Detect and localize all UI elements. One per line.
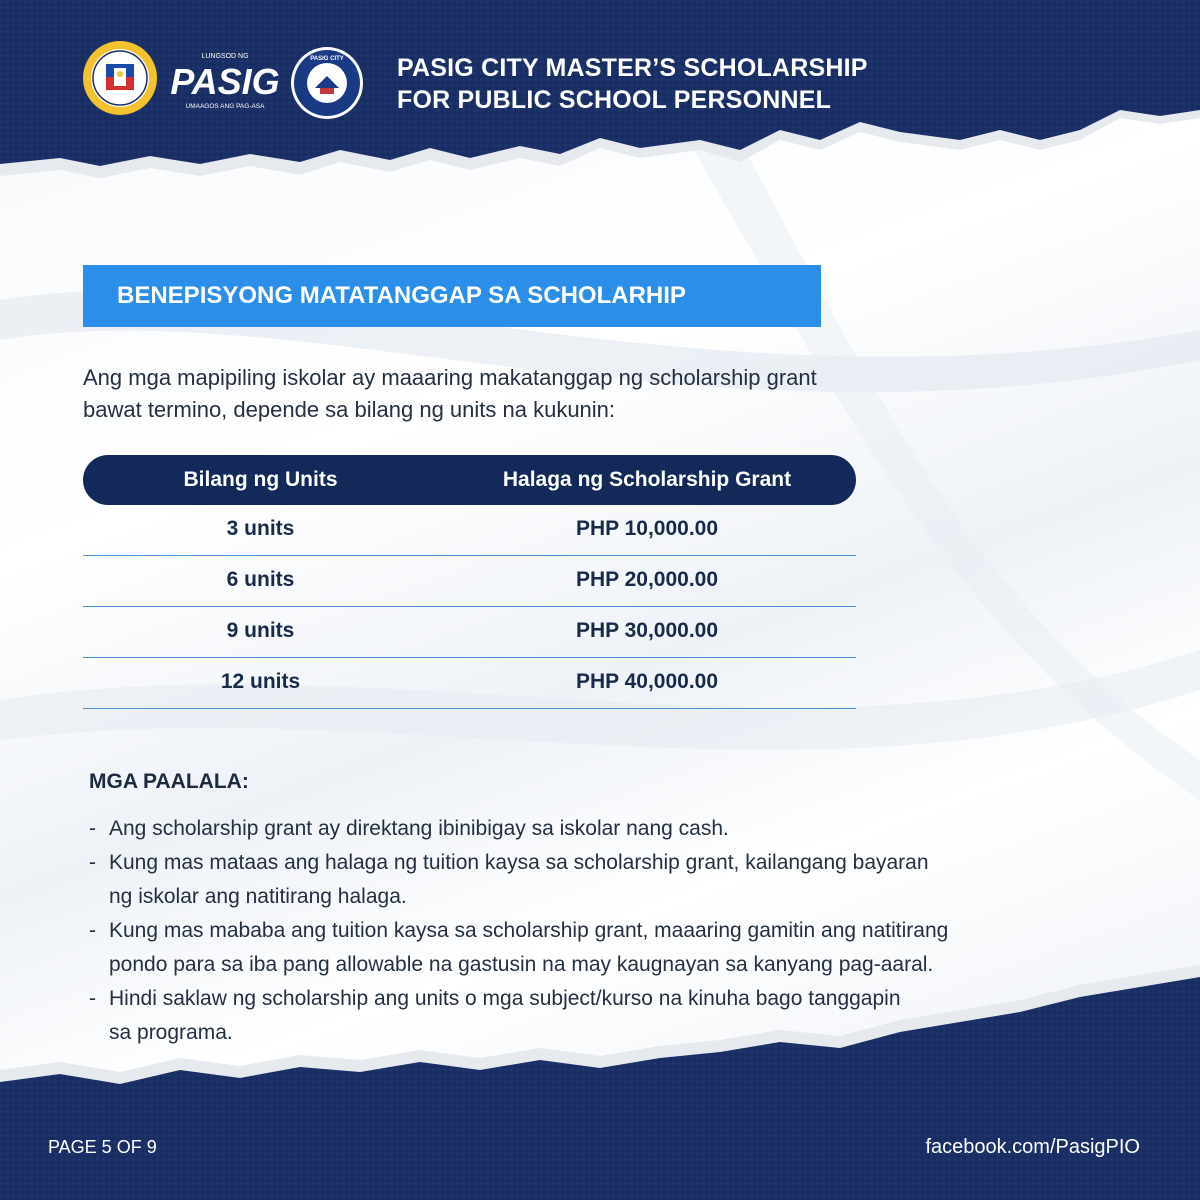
bullet-dash: - (89, 817, 96, 840)
pasig-logo (170, 46, 280, 116)
reminder-item (89, 846, 1119, 914)
amount-cell: PHP 10,000.00 (575, 517, 719, 540)
amount-cell: PHP 20,000.00 (575, 568, 719, 591)
section-heading: BENEPISYONG MATATANGGAP SA SCHOLARHIP (117, 282, 686, 309)
section-heading-banner (83, 265, 821, 327)
units-cell: 6 units (226, 568, 295, 591)
intro-line-1: Ang mga mapipiling iskolar ay maaaring makatanggap ng scholarship grant (83, 365, 817, 390)
header-title-line-1: PASIG CITY MASTER’S SCHOLARSHIP (397, 54, 868, 82)
table-row (83, 658, 856, 709)
intro-line-2: bawat termino, depende sa bilang ng units na kukunin: (83, 397, 616, 422)
scholarship-program-seal-icon (290, 46, 364, 120)
bullet-dash: - (89, 987, 96, 1010)
header-title-line-2: FOR PUBLIC SCHOOL PERSONNEL (397, 86, 832, 114)
reminder-text: Kung mas mababa ang tuition kaysa sa scholarship grant, maaaring gamitin ang natitirang pondo para sa iba pang allowable na gastusin na may kaugnayan sa kanyang pag-aaral. (109, 919, 949, 976)
grant-table (83, 455, 856, 709)
reminders-title: MGA PAALALA: (89, 770, 249, 793)
table-row (83, 607, 856, 658)
amount-cell: PHP 40,000.00 (575, 670, 719, 693)
reminder-item (89, 812, 1119, 846)
intro-paragraph (83, 362, 983, 426)
svg-text:UMAAGOS ANG PAG-ASA: UMAAGOS ANG PAG-ASA (185, 103, 265, 110)
table-row (83, 556, 856, 607)
reminder-item (89, 982, 1119, 1050)
table-row (83, 505, 856, 556)
reminder-item (89, 914, 1119, 982)
amount-cell: PHP 30,000.00 (575, 619, 719, 642)
svg-text:PASIG: PASIG (170, 61, 280, 102)
reminder-text: Kung mas mataas ang halaga ng tuition kaysa sa scholarship grant, kailangang bayaran ng iskolar ang natitirang halaga. (109, 851, 929, 908)
reminder-text: Ang scholarship grant ay direktang ibinibigay sa iskolar nang cash. (109, 817, 729, 840)
table-header (83, 455, 856, 505)
header-grant-amount: Halaga ng Scholarship Grant (502, 468, 792, 491)
facebook-link[interactable]: facebook.com/PasigPIO (925, 1136, 1140, 1158)
bullet-dash: - (89, 851, 96, 874)
svg-text:LUNGSOD NG: LUNGSOD NG (201, 53, 249, 60)
header-units: Bilang ng Units (183, 468, 338, 491)
page-number: PAGE 5 OF 9 (48, 1137, 157, 1157)
units-cell: 9 units (226, 619, 295, 642)
units-cell: 3 units (226, 517, 295, 540)
bullet-dash: - (89, 919, 96, 942)
reminder-text: Hindi saklaw ng scholarship ang units o mga subject/kurso na kinuha bago tanggapin sa programa. (109, 987, 901, 1044)
pasig-city-seal-icon (82, 40, 158, 116)
reminders-section (89, 770, 1119, 1050)
svg-text:PASIG CITY: PASIG CITY (310, 56, 344, 62)
header-title (397, 52, 868, 116)
units-cell: 12 units (220, 670, 301, 693)
